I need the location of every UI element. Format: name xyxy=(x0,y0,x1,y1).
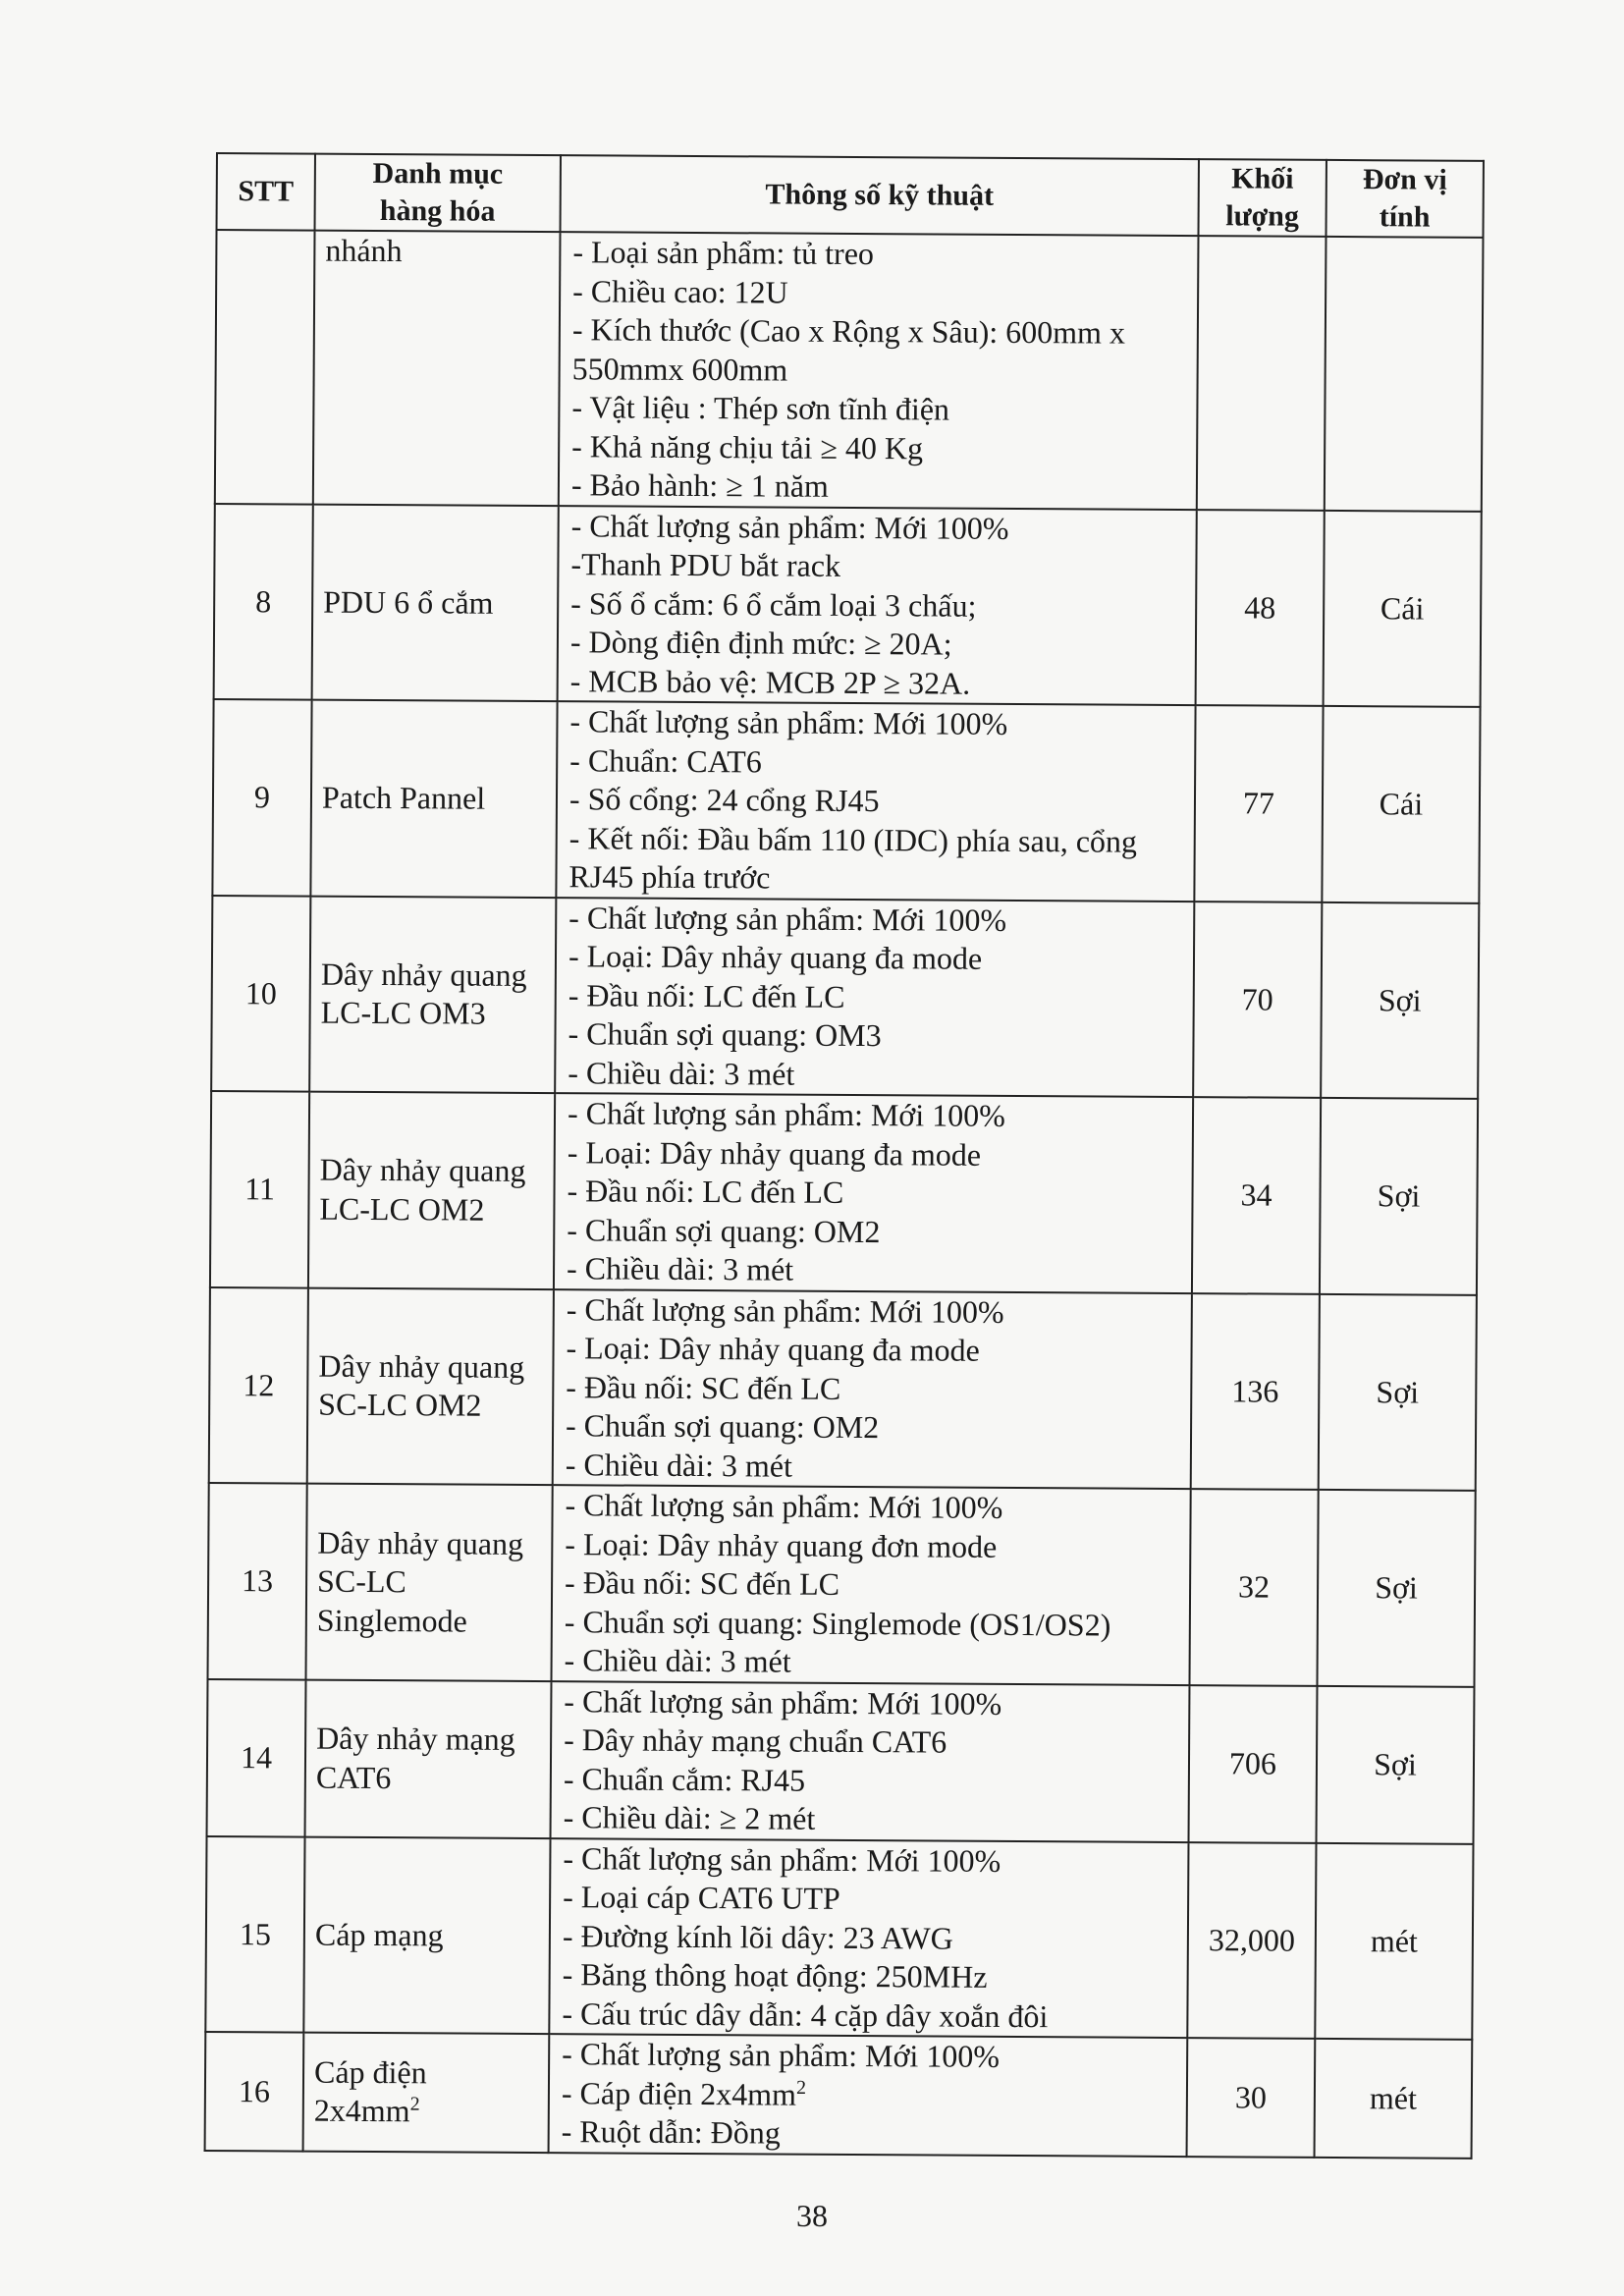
cell-unit: Cái xyxy=(1324,510,1482,706)
cell-unit: Sợi xyxy=(1317,1685,1475,1843)
spec-line: - Chiều dài: ≥ 2 mét xyxy=(563,1799,816,1836)
spec-line: - Chuẩn sợi quang: OM2 xyxy=(565,1407,880,1446)
spec-line: - Chuẩn sợi quang: Singlemode (OS1/OS2) xyxy=(564,1603,1111,1643)
cell-stt: 13 xyxy=(208,1483,307,1679)
cell-item-name xyxy=(310,700,557,898)
cell-item-name xyxy=(309,896,556,1093)
spec-line: - Chiều dài: 3 mét xyxy=(565,1446,793,1484)
spec-line: - Chất lượng sản phẩm: Mới 100% xyxy=(568,899,1007,938)
table-header-row xyxy=(217,153,1484,238)
item-name-line: Cáp điện xyxy=(313,2053,427,2091)
cell-unit: Sợi xyxy=(1320,1098,1478,1294)
spec-line: - Đường kính lõi dây: 23 AWG xyxy=(562,1917,953,1956)
spec-line: - MCB bảo vệ: MCB 2P ≥ 32A. xyxy=(569,662,971,701)
spec-line: - Chất lượng sản phẩm: Mới 100% xyxy=(564,1682,1002,1722)
table-row xyxy=(215,230,1484,511)
spec-line: - Loại sản phẩm: tủ treo xyxy=(572,234,875,272)
cell-quantity: 136 xyxy=(1191,1293,1320,1490)
spec-line: - Cáp điện $2x4mm^2$ xyxy=(561,2074,807,2112)
superscript: 2 xyxy=(795,2076,807,2099)
item-name-line: LC-LC OM3 xyxy=(320,994,486,1031)
item-name-line: PDU 6 ổ cắm xyxy=(323,583,494,621)
spec-line: - Chuẩn: CAT6 xyxy=(569,741,762,779)
cell-specs xyxy=(551,1485,1190,1684)
spec-line: - Chuẩn sợi quang: OM2 xyxy=(567,1211,881,1249)
item-name-line: LC-LC OM2 xyxy=(319,1190,485,1228)
spec-line: - Chuẩn sợi quang: OM3 xyxy=(568,1015,882,1054)
item-name-line: $2x4mm^2$ xyxy=(313,2092,420,2129)
cell-unit: Sợi xyxy=(1317,1490,1475,1686)
header-stt: STT xyxy=(217,153,315,231)
item-name-line: Cáp mạng xyxy=(314,1916,444,1952)
header-unit: Đơn vị tính xyxy=(1326,160,1483,238)
item-name-line: SC-LC OM2 xyxy=(318,1386,482,1423)
spec-line: - Chất lượng sản phẩm: Mới 100% xyxy=(567,1095,1005,1133)
spec-line: - Loại: Dây nhảy quang đa mode xyxy=(568,938,983,976)
spec-line: - Chiều dài: 3 mét xyxy=(568,1054,795,1092)
spec-line: - Chất lượng sản phẩm: Mới 100% xyxy=(569,703,1008,741)
spec-line: - Vật liệu : Thép sơn tĩnh điện xyxy=(571,389,950,427)
spec-line: - Cấu trúc dây dẫn: 4 cặp dây xoắn đôi xyxy=(562,1995,1049,2034)
cell-specs xyxy=(551,1681,1190,1842)
cell-item-name xyxy=(313,231,561,506)
cell-unit: Sợi xyxy=(1321,902,1479,1098)
cell-stt: 11 xyxy=(210,1091,309,1287)
spec-line: - Chất lượng sản phẩm: Mới 100% xyxy=(566,1290,1004,1330)
table-body xyxy=(205,230,1484,2158)
cell-unit: Sợi xyxy=(1319,1293,1477,1490)
spec-line: - Chất lượng sản phẩm: Mới 100% xyxy=(565,1487,1003,1525)
spec-line: - Dây nhảy mạng chuẩn CAT6 xyxy=(564,1722,947,1760)
cell-quantity: 32,000 xyxy=(1187,1842,1316,2039)
cell-specs xyxy=(549,1838,1188,2038)
cell-specs xyxy=(556,701,1195,901)
spec-line: - Đầu nối: LC đến LC xyxy=(568,976,845,1014)
spec-line: - Ruột dẫn: Đồng xyxy=(561,2113,781,2151)
header-quantity: Khối lượng xyxy=(1198,159,1326,237)
cell-stt: 9 xyxy=(212,699,311,896)
header-spec: Thông số kỹ thuật xyxy=(561,155,1199,236)
superscript: 2 xyxy=(409,2093,420,2115)
spec-line: - Loại: Dây nhảy quang đa mode xyxy=(567,1133,982,1173)
cell-item-name xyxy=(303,1836,550,2034)
cell-item-name xyxy=(306,1484,553,1681)
item-name-line: Dây nhảy mạng xyxy=(316,1720,515,1757)
spec-line: - Số cổng: 24 cổng RJ45 xyxy=(568,781,880,819)
cell-item-name xyxy=(312,504,559,701)
cell-specs xyxy=(559,232,1199,509)
table-row xyxy=(208,1483,1476,1686)
header-category: Danh mục hàng hóa xyxy=(315,154,561,233)
cell-quantity: 34 xyxy=(1192,1097,1321,1293)
spec-line: - Chiều dài: 3 mét xyxy=(566,1250,794,1287)
cell-item-name xyxy=(307,1287,554,1485)
cell-quantity: 77 xyxy=(1194,705,1323,902)
spec-line: - Bảo hành: ≥ 1 năm xyxy=(570,466,829,504)
item-name-line: Dây nhảy quang xyxy=(318,1347,525,1385)
spec-line: - Chiều cao: 12U xyxy=(572,272,788,310)
cell-specs xyxy=(555,898,1194,1097)
spec-line: - Chất lượng sản phẩm: Mới 100% xyxy=(563,1839,1001,1879)
page-number: 38 xyxy=(796,2198,828,2233)
cell-stt: 8 xyxy=(214,503,313,699)
cell-item-name xyxy=(305,1679,552,1838)
spec-line: - Kết nối: Đầu bấm 110 (IDC) phía sau, cổng RJ45 phía trước xyxy=(568,819,1138,896)
cell-specs xyxy=(558,506,1197,705)
item-name-line: Singlemode xyxy=(316,1602,467,1639)
spec-line: - Loại cáp CAT6 UTP xyxy=(563,1879,840,1916)
spec-line: - Loại: Dây nhảy quang đa mode xyxy=(566,1330,980,1368)
cell-unit: Cái xyxy=(1322,706,1480,902)
cell-item-name xyxy=(308,1092,555,1289)
spec-line: - Khả năng chịu tải ≥ 40 Kg xyxy=(571,427,924,465)
spec-line: - Băng thông hoạt động: 250MHz xyxy=(562,1956,988,1995)
item-name-line: Patch Pannel xyxy=(321,779,486,816)
spec-line: - Đầu nối: LC đến LC xyxy=(567,1173,844,1210)
table-row xyxy=(207,1678,1475,1843)
spec-line: - Chiều dài: 3 mét xyxy=(564,1642,791,1679)
spec-line: - Chất lượng sản phẩm: Mới 100% xyxy=(562,2036,1001,2074)
item-name-line: Dây nhảy quang xyxy=(320,956,527,993)
table-row xyxy=(210,1091,1478,1294)
item-name-line: nhánh xyxy=(325,232,403,269)
table-row xyxy=(212,699,1480,902)
item-name-line: Dây nhảy quang xyxy=(319,1151,526,1189)
cell-quantity xyxy=(1197,236,1326,510)
cell-stt: 15 xyxy=(205,1835,304,2032)
cell-stt: 10 xyxy=(211,895,310,1091)
spec-line: - Dòng điện định mức: ≥ 20A; xyxy=(569,624,952,662)
item-name-line: Dây nhảy quang xyxy=(317,1524,524,1561)
table-row xyxy=(205,2032,1473,2158)
cell-unit: mét xyxy=(1315,2039,1473,2158)
table-row xyxy=(209,1286,1477,1490)
table-row xyxy=(205,1835,1473,2039)
cell-stt: 12 xyxy=(209,1286,308,1483)
cell-quantity: 48 xyxy=(1196,510,1325,706)
spec-table xyxy=(204,152,1485,2159)
table-row xyxy=(214,503,1482,706)
cell-quantity: 32 xyxy=(1189,1489,1318,1685)
table-row xyxy=(211,895,1479,1098)
spec-line: - Kích thước (Cao x Rộng x Sâu): 600mm x 550mmx 600mm xyxy=(571,311,1126,388)
spec-line: - Chuẩn cắm: RJ45 xyxy=(563,1760,806,1798)
cell-specs xyxy=(553,1289,1192,1489)
cell-item-name xyxy=(303,2033,550,2153)
cell-unit xyxy=(1325,237,1484,511)
cell-quantity: 70 xyxy=(1193,902,1322,1098)
cell-stt xyxy=(215,230,315,504)
spec-line: - Loại: Dây nhảy quang đơn mode xyxy=(565,1525,998,1564)
cell-specs xyxy=(549,2034,1188,2156)
cell-specs xyxy=(554,1093,1193,1292)
cell-quantity: 706 xyxy=(1189,1685,1318,1843)
spec-line: - Đầu nối: SC đến LC xyxy=(565,1564,840,1602)
cell-unit: mét xyxy=(1315,1842,1473,2039)
spec-line: - Số ổ cắm: 6 ổ cắm loại 3 chấu; xyxy=(570,584,977,624)
spec-line: -Thanh PDU bắt rack xyxy=(570,546,841,583)
item-name-line: SC-LC xyxy=(317,1562,406,1600)
cell-stt: 16 xyxy=(205,2032,304,2151)
spec-line: - Chất lượng sản phẩm: Mới 100% xyxy=(570,507,1009,546)
cell-stt: 14 xyxy=(207,1678,306,1836)
cell-quantity: 30 xyxy=(1187,2038,1316,2157)
spec-line: - Đầu nối: SC đến LC xyxy=(566,1368,841,1406)
item-name-line: CAT6 xyxy=(315,1759,392,1795)
